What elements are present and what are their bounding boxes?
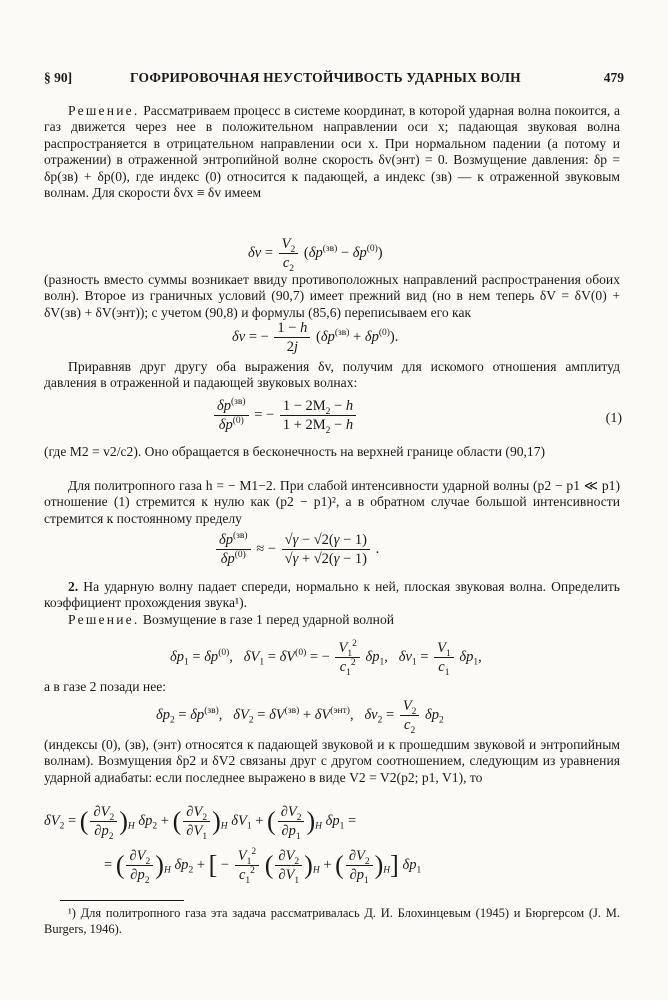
problem-number: 2.	[68, 579, 79, 594]
paragraph-3	[44, 359, 620, 392]
running-title: ГОФРИРОВОЧНАЯ НЕУСТОЙЧИВОСТЬ УДАРНЫХ ВОЛН	[130, 70, 521, 85]
footnote-rule	[60, 900, 184, 901]
equation-gas-1: $\delta p_1 = \delta p^{(0)}$, $\delta V_1 = \delta V^{(0)}$ = − $\frac{V_1^2}{c_1^2}$ $\delta p_1$, $\delta v_1$ = $\frac{V_1}{c_1}$ $\delta p_1$,	[170, 639, 482, 678]
solution-paragraph-1	[44, 103, 620, 201]
paragraph-text: Рассматриваем процесс в системе координат, в которой ударная волна покоится, а газ движется через нее в положительном направлении оси x; падающая звуковая волна распространяется в отрицательном направлении оси x. При нормальном падении (а потому и отражении) в отраженной энтропийной волне скорость δv(энт) = 0. Возмущение давления: δp = δp(зв) + δp(0), где индекс (0) относится к падающей, а индекс (зв) — к отраженной звуковым волнам. Для скорости δvx ≡ δv имеем	[44, 103, 620, 201]
footnote: ¹) Для политропного газа эта задача рассматривалась Д. И. Блохинцевым (1945) и Бюргерсом (J. M. Burgers, 1946).	[44, 906, 620, 936]
paragraph-text: а в газе 2 позади нее:	[44, 679, 167, 694]
paragraph-text: (где M2 = v2/c2). Оно обращается в бесконечность на верхней границе области (90,17)	[44, 444, 546, 459]
paragraph-8	[44, 737, 620, 786]
paragraph-2	[44, 272, 620, 321]
problem-2	[44, 579, 620, 612]
paragraph-5	[44, 478, 620, 527]
paragraph-7	[44, 679, 620, 695]
paragraph-text: (разность вместо суммы возникает ввиду противоположных направлений распространения обоих волн). Второе из граничных условий (90,7) имеет прежний вид (но в нем теперь δV = δV(0) + δV(зв) + δV(энт)); с учетом (90,8) и формулы (85,6) переписываем его как	[44, 272, 620, 320]
equation-dv2-line1: $\delta V_2$ = ( $\frac{\partial V_2}{\partial p_2}$ )$_H$ $\delta p_2$ + ( $\frac{\partial V_2}{\partial V_1}$ )$_H$ $\delta V_1$ + ( $\frac{\partial V_2}{\partial p_1}$ )$_H$ $\delta p_1$ =	[44, 804, 357, 842]
paragraph-4	[44, 444, 620, 460]
equation-dv: δv = $\frac{V_2}{c_2}$ $(\delta p^{(зв)} - \delta p^{(0)})$	[248, 236, 383, 274]
paragraph-text: (индексы (0), (зв), (энт) относятся к падающей звуковой и к прошедшим звуковой и энтропийным волнам). Возмущения δp2 и δV2 связаны друг с другом соотношением, следующим из уравнения ударной адиабаты: если последнее выражено в виде V2 = V2(p2; p1, V1), то	[44, 737, 620, 785]
solution-paragraph-2	[44, 612, 620, 628]
paragraph-text: Приравняв друг другу оба выражения δv, получим для искомого отношения амплитуд давления в отраженной и падающей звуковых волнах:	[44, 359, 620, 391]
equation-1-reflection-ratio: $\frac{\delta p^{(зв)}}{\delta p^{(0)}}$ = − $\frac{1 - 2M_2 - h}{1 + 2M_2 - h}$	[212, 398, 358, 433]
solution-label: Решение.	[68, 103, 140, 118]
problem-text: На ударную волну падает спереди, нормально к ней, плоская звуковая волна. Определить коэффициент прохождения звука¹).	[44, 579, 620, 611]
running-header	[44, 70, 624, 90]
equation-gas-2: $\delta p_2 = \delta p^{(зв)}$, $\delta V_2 = \delta V^{(зв)} + \delta V^{(энт)}$, $\delta v_2$ = $\frac{V_2}{c_2}$ $\delta p_2$	[156, 698, 444, 736]
section-mark: § 90]	[44, 70, 73, 85]
page-number: 479	[603, 70, 624, 85]
equation-dv2-line2: = ( $\frac{\partial V_2}{\partial p_2}$ )$_H$ $\delta p_2$ + [ − $\frac{V_1^2}{c_1^2}$ ( $\frac{\partial V_2}{\partial V_1}$ )$_H$ + ( $\frac{\partial V_2}{\partial p_1}$ )$_H$] $\delta p_1$	[104, 847, 422, 886]
equation-number: (1)	[605, 411, 622, 426]
paragraph-text: Возмущение в газе 1 перед ударной волной	[142, 612, 395, 627]
solution-label: Решение.	[68, 612, 140, 627]
paragraph-text: Для политропного газа h = − M1−2. При слабой интенсивности ударной волны (p2 − p1 ≪ p1) отношение (1) стремится к нулю как (p2 − p1)², а в обратном случае большой интенсивности стремится к постоянному пределу	[44, 478, 620, 526]
equation-dv-boundary: δv = − $\frac{1 - h}{2j}$ $(\delta p^{(зв)} + \delta p^{(0)})$.	[232, 320, 399, 355]
equation-limit: $\frac{\delta p^{(зв)}}{\delta p^{(0)}}$ ≈ − $\frac{√\gamma - √2(\gamma - 1)}{√\gamma + √2(\gamma - 1)}$ .	[214, 532, 379, 567]
